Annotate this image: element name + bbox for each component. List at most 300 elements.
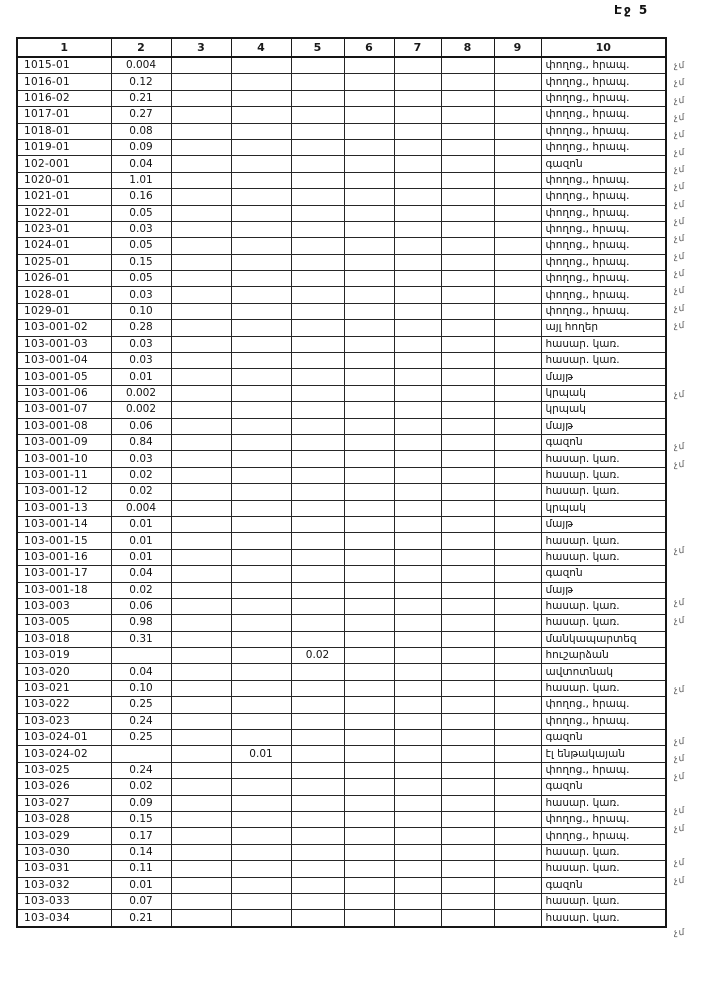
- empty-cell: [441, 713, 494, 729]
- area-value: [231, 172, 291, 188]
- empty-cell: [344, 664, 394, 680]
- area-value: [231, 844, 291, 860]
- empty-cell: [344, 156, 394, 172]
- empty-cell: [344, 385, 394, 401]
- area-value: [291, 271, 344, 287]
- land-use-label: հասար. կառ.: [541, 549, 666, 565]
- empty-cell: [441, 664, 494, 680]
- parcel-id: 103-001-10: [17, 451, 111, 467]
- empty-cell: [394, 238, 441, 254]
- area-value: [231, 582, 291, 598]
- empty-cell: [441, 156, 494, 172]
- empty-cell: [494, 238, 541, 254]
- empty-cell: [441, 172, 494, 188]
- area-value: [291, 484, 344, 500]
- empty-cell: [494, 434, 541, 450]
- table-row: [17, 828, 666, 844]
- area-value: [231, 680, 291, 696]
- empty-cell: [171, 238, 231, 254]
- empty-cell: [344, 107, 394, 123]
- land-use-label: փողոց., հրապ.: [541, 303, 666, 319]
- empty-cell: [344, 828, 394, 844]
- empty-cell: [441, 320, 494, 336]
- empty-cell: [344, 631, 394, 647]
- land-use-label: փողոց., հրապ.: [541, 811, 666, 827]
- empty-cell: [441, 795, 494, 811]
- empty-cell: [441, 74, 494, 90]
- empty-cell: [171, 353, 231, 369]
- table-header: [17, 38, 666, 57]
- area-value: [291, 156, 344, 172]
- empty-cell: [344, 844, 394, 860]
- area-value: [291, 811, 344, 827]
- parcel-id: 103-001-08: [17, 418, 111, 434]
- empty-cell: [344, 582, 394, 598]
- empty-cell: [441, 746, 494, 762]
- parcel-id: 103-001-05: [17, 369, 111, 385]
- table-row: [17, 533, 666, 549]
- empty-cell: [441, 402, 494, 418]
- area-value: [231, 107, 291, 123]
- empty-cell: [494, 172, 541, 188]
- area-value: [111, 746, 171, 762]
- table-row: [17, 877, 666, 893]
- land-use-label: փողոց., հրապ.: [541, 221, 666, 237]
- area-value: 0.05: [111, 271, 171, 287]
- empty-cell: [171, 172, 231, 188]
- table-row: [17, 582, 666, 598]
- empty-cell: [344, 451, 394, 467]
- empty-cell: [441, 238, 494, 254]
- parcel-id: 103-001-18: [17, 582, 111, 598]
- area-value: 0.21: [111, 90, 171, 106]
- empty-cell: [344, 811, 394, 827]
- empty-cell: [494, 107, 541, 123]
- area-value: [291, 107, 344, 123]
- land-use-label: հասար. կառ.: [541, 861, 666, 877]
- area-value: [291, 172, 344, 188]
- empty-cell: [394, 418, 441, 434]
- area-value: 0.03: [111, 221, 171, 237]
- table-row: [17, 418, 666, 434]
- land-use-label: էլ ենթակայան: [541, 746, 666, 762]
- empty-cell: [394, 189, 441, 205]
- empty-cell: [171, 484, 231, 500]
- margin-annotation: չմ: [673, 823, 686, 834]
- empty-cell: [441, 893, 494, 909]
- land-use-label: հասար. կառ.: [541, 467, 666, 483]
- empty-cell: [494, 221, 541, 237]
- empty-cell: [394, 205, 441, 221]
- empty-cell: [494, 664, 541, 680]
- empty-cell: [494, 598, 541, 614]
- parcel-id: 1021-01: [17, 189, 111, 205]
- parcel-id: 103-021: [17, 680, 111, 696]
- area-value: [291, 418, 344, 434]
- empty-cell: [394, 893, 441, 909]
- land-use-label: գազոն: [541, 779, 666, 795]
- empty-cell: [344, 697, 394, 713]
- land-use-label: գազոն: [541, 434, 666, 450]
- empty-cell: [441, 582, 494, 598]
- parcel-id: 103-030: [17, 844, 111, 860]
- area-value: [231, 893, 291, 909]
- empty-cell: [171, 598, 231, 614]
- area-value: 0.01: [111, 369, 171, 385]
- empty-cell: [344, 434, 394, 450]
- empty-cell: [344, 172, 394, 188]
- empty-cell: [494, 680, 541, 696]
- empty-cell: [171, 680, 231, 696]
- empty-cell: [494, 451, 541, 467]
- area-value: 0.06: [111, 418, 171, 434]
- empty-cell: [171, 828, 231, 844]
- empty-cell: [441, 533, 494, 549]
- empty-cell: [171, 566, 231, 582]
- area-value: 0.24: [111, 762, 171, 778]
- table-row: [17, 697, 666, 713]
- parcel-id: 103-001-06: [17, 385, 111, 401]
- land-use-label: գազոն: [541, 877, 666, 893]
- empty-cell: [494, 533, 541, 549]
- empty-cell: [394, 664, 441, 680]
- empty-cell: [344, 615, 394, 631]
- empty-cell: [494, 385, 541, 401]
- area-value: 0.01: [111, 533, 171, 549]
- table-row: [17, 484, 666, 500]
- table-row: [17, 107, 666, 123]
- parcel-id: 1015-01: [17, 57, 111, 74]
- empty-cell: [171, 385, 231, 401]
- area-value: 0.01: [111, 549, 171, 565]
- area-value: [291, 57, 344, 74]
- empty-cell: [441, 205, 494, 221]
- table-row: [17, 811, 666, 827]
- land-use-label: փողոց., հրապ.: [541, 828, 666, 844]
- area-value: 0.02: [111, 467, 171, 483]
- area-value: 0.04: [111, 664, 171, 680]
- empty-cell: [394, 385, 441, 401]
- empty-cell: [394, 795, 441, 811]
- empty-cell: [344, 123, 394, 139]
- empty-cell: [171, 811, 231, 827]
- area-value: [231, 828, 291, 844]
- empty-cell: [394, 762, 441, 778]
- parcel-id: 102-001: [17, 156, 111, 172]
- empty-cell: [494, 189, 541, 205]
- parcel-id: 103-001-03: [17, 336, 111, 352]
- land-use-label: փողոց., հրապ.: [541, 57, 666, 74]
- empty-cell: [171, 434, 231, 450]
- empty-cell: [494, 123, 541, 139]
- area-value: 0.25: [111, 697, 171, 713]
- empty-cell: [441, 598, 494, 614]
- table-row: [17, 205, 666, 221]
- empty-cell: [344, 90, 394, 106]
- area-value: 0.25: [111, 730, 171, 746]
- margin-annotation: չմ: [673, 390, 686, 401]
- empty-cell: [494, 713, 541, 729]
- parcel-id: 1019-01: [17, 139, 111, 155]
- area-value: [231, 238, 291, 254]
- area-value: [291, 123, 344, 139]
- empty-cell: [394, 500, 441, 516]
- area-value: [231, 385, 291, 401]
- empty-cell: [441, 434, 494, 450]
- margin-annotation: չմ: [673, 927, 686, 938]
- table-row: [17, 861, 666, 877]
- table-row: [17, 123, 666, 139]
- area-value: [231, 320, 291, 336]
- empty-cell: [441, 648, 494, 664]
- empty-cell: [344, 795, 394, 811]
- empty-cell: [171, 320, 231, 336]
- empty-cell: [394, 516, 441, 532]
- area-value: [291, 566, 344, 582]
- area-value: [291, 582, 344, 598]
- area-value: [291, 697, 344, 713]
- empty-cell: [171, 402, 231, 418]
- land-use-label: հասար. կառ.: [541, 451, 666, 467]
- land-use-label: հասար. կառ.: [541, 484, 666, 500]
- land-use-label: հուշարձան: [541, 648, 666, 664]
- table-row: [17, 74, 666, 90]
- empty-cell: [494, 795, 541, 811]
- empty-cell: [344, 910, 394, 927]
- parcel-id: 1025-01: [17, 254, 111, 270]
- parcel-id: 1018-01: [17, 123, 111, 139]
- parcel-id: 1028-01: [17, 287, 111, 303]
- area-value: [231, 549, 291, 565]
- empty-cell: [344, 598, 394, 614]
- parcel-id: 103-024-02: [17, 746, 111, 762]
- empty-cell: [344, 238, 394, 254]
- table-row: [17, 795, 666, 811]
- empty-cell: [171, 795, 231, 811]
- empty-cell: [344, 271, 394, 287]
- margin-annotation: չմ: [673, 61, 686, 72]
- area-value: 0.12: [111, 74, 171, 90]
- empty-cell: [171, 254, 231, 270]
- empty-cell: [171, 631, 231, 647]
- empty-cell: [494, 730, 541, 746]
- empty-cell: [394, 57, 441, 74]
- area-value: 0.02: [111, 484, 171, 500]
- area-value: 0.15: [111, 811, 171, 827]
- empty-cell: [344, 139, 394, 155]
- area-value: [231, 205, 291, 221]
- empty-cell: [394, 107, 441, 123]
- area-value: 0.21: [111, 910, 171, 927]
- table-row: [17, 648, 666, 664]
- empty-cell: [171, 549, 231, 565]
- empty-cell: [344, 320, 394, 336]
- area-value: [231, 434, 291, 450]
- table-row: [17, 566, 666, 582]
- empty-cell: [171, 533, 231, 549]
- empty-cell: [394, 336, 441, 352]
- empty-cell: [394, 861, 441, 877]
- empty-cell: [171, 861, 231, 877]
- land-use-label: փողոց., հրապ.: [541, 189, 666, 205]
- empty-cell: [344, 762, 394, 778]
- land-use-label: հասար. կառ.: [541, 910, 666, 927]
- table-row: [17, 221, 666, 237]
- area-value: 0.01: [111, 516, 171, 532]
- area-value: [231, 303, 291, 319]
- empty-cell: [394, 90, 441, 106]
- margin-annotation: չմ: [673, 113, 686, 124]
- parcel-id: 1026-01: [17, 271, 111, 287]
- land-use-label: փողոց., հրապ.: [541, 123, 666, 139]
- land-use-label: փողոց., հրապ.: [541, 74, 666, 90]
- parcel-id: 103-005: [17, 615, 111, 631]
- empty-cell: [394, 615, 441, 631]
- land-use-label: հասար. կառ.: [541, 795, 666, 811]
- empty-cell: [394, 287, 441, 303]
- empty-cell: [441, 369, 494, 385]
- table-row: [17, 910, 666, 927]
- empty-cell: [171, 500, 231, 516]
- empty-cell: [344, 680, 394, 696]
- area-value: [291, 516, 344, 532]
- margin-annotation: չմ: [673, 182, 686, 193]
- land-use-label: այլ հողեր: [541, 320, 666, 336]
- area-value: 0.08: [111, 123, 171, 139]
- empty-cell: [441, 353, 494, 369]
- margin-annotation: չմ: [673, 459, 686, 470]
- column-header: 1: [17, 38, 111, 57]
- empty-cell: [344, 746, 394, 762]
- empty-cell: [494, 582, 541, 598]
- empty-cell: [494, 516, 541, 532]
- table-row: [17, 779, 666, 795]
- area-value: 0.002: [111, 385, 171, 401]
- empty-cell: [394, 467, 441, 483]
- empty-cell: [344, 893, 394, 909]
- land-parcels-table: [16, 37, 667, 928]
- area-value: [231, 74, 291, 90]
- margin-annotation: չմ: [673, 199, 686, 210]
- table-row: [17, 631, 666, 647]
- empty-cell: [441, 631, 494, 647]
- parcel-id: 103-001-14: [17, 516, 111, 532]
- empty-cell: [394, 631, 441, 647]
- empty-cell: [344, 516, 394, 532]
- area-value: [231, 353, 291, 369]
- parcel-id: 1020-01: [17, 172, 111, 188]
- area-value: [231, 467, 291, 483]
- empty-cell: [494, 648, 541, 664]
- empty-cell: [171, 877, 231, 893]
- margin-annotation: չմ: [673, 754, 686, 765]
- land-use-label: գազոն: [541, 156, 666, 172]
- empty-cell: [394, 828, 441, 844]
- area-value: [291, 910, 344, 927]
- empty-cell: [494, 861, 541, 877]
- table-row: [17, 451, 666, 467]
- column-header: 5: [291, 38, 344, 57]
- empty-cell: [494, 320, 541, 336]
- area-value: [291, 467, 344, 483]
- parcel-id: 1029-01: [17, 303, 111, 319]
- parcel-id: 103-001-02: [17, 320, 111, 336]
- table-row: [17, 598, 666, 614]
- table-row: [17, 762, 666, 778]
- parcel-id: 103-001-07: [17, 402, 111, 418]
- land-use-label: փողոց., հրապ.: [541, 90, 666, 106]
- empty-cell: [494, 877, 541, 893]
- margin-annotation: չմ: [673, 806, 686, 817]
- empty-cell: [394, 566, 441, 582]
- margin-annotation: չմ: [673, 442, 686, 453]
- empty-cell: [441, 828, 494, 844]
- table-row: [17, 271, 666, 287]
- empty-cell: [494, 336, 541, 352]
- area-value: 0.09: [111, 795, 171, 811]
- empty-cell: [494, 90, 541, 106]
- empty-cell: [494, 549, 541, 565]
- parcel-id: 103-001-15: [17, 533, 111, 549]
- empty-cell: [171, 336, 231, 352]
- area-value: [231, 713, 291, 729]
- empty-cell: [441, 139, 494, 155]
- area-value: 0.03: [111, 287, 171, 303]
- empty-cell: [494, 205, 541, 221]
- area-value: [291, 680, 344, 696]
- parcel-id: 103-025: [17, 762, 111, 778]
- empty-cell: [171, 287, 231, 303]
- area-value: [291, 434, 344, 450]
- empty-cell: [171, 139, 231, 155]
- table-row: [17, 844, 666, 860]
- column-header: 9: [494, 38, 541, 57]
- empty-cell: [394, 779, 441, 795]
- area-value: 0.10: [111, 303, 171, 319]
- area-value: [291, 369, 344, 385]
- column-header: 3: [171, 38, 231, 57]
- area-value: 0.31: [111, 631, 171, 647]
- margin-annotation: չմ: [673, 286, 686, 297]
- margin-annotation: չմ: [673, 217, 686, 228]
- column-header: 8: [441, 38, 494, 57]
- land-use-label: փողոց., հրապ.: [541, 713, 666, 729]
- land-use-label: մանկապարտեզ: [541, 631, 666, 647]
- area-value: [231, 156, 291, 172]
- margin-annotation: չմ: [673, 858, 686, 869]
- empty-cell: [171, 664, 231, 680]
- empty-cell: [441, 779, 494, 795]
- parcel-id: 103-020: [17, 664, 111, 680]
- area-value: [291, 254, 344, 270]
- empty-cell: [494, 139, 541, 155]
- header-row: [17, 38, 666, 57]
- empty-cell: [394, 303, 441, 319]
- area-value: [231, 861, 291, 877]
- margin-annotation: չմ: [673, 165, 686, 176]
- area-value: [111, 648, 171, 664]
- area-value: 0.15: [111, 254, 171, 270]
- area-value: [291, 320, 344, 336]
- margin-annotation: չմ: [673, 234, 686, 245]
- land-use-label: գազոն: [541, 566, 666, 582]
- margin-annotation: չմ: [673, 771, 686, 782]
- land-use-label: ավտոտնակ: [541, 664, 666, 680]
- empty-cell: [494, 811, 541, 827]
- empty-cell: [344, 221, 394, 237]
- area-value: [291, 500, 344, 516]
- empty-cell: [494, 910, 541, 927]
